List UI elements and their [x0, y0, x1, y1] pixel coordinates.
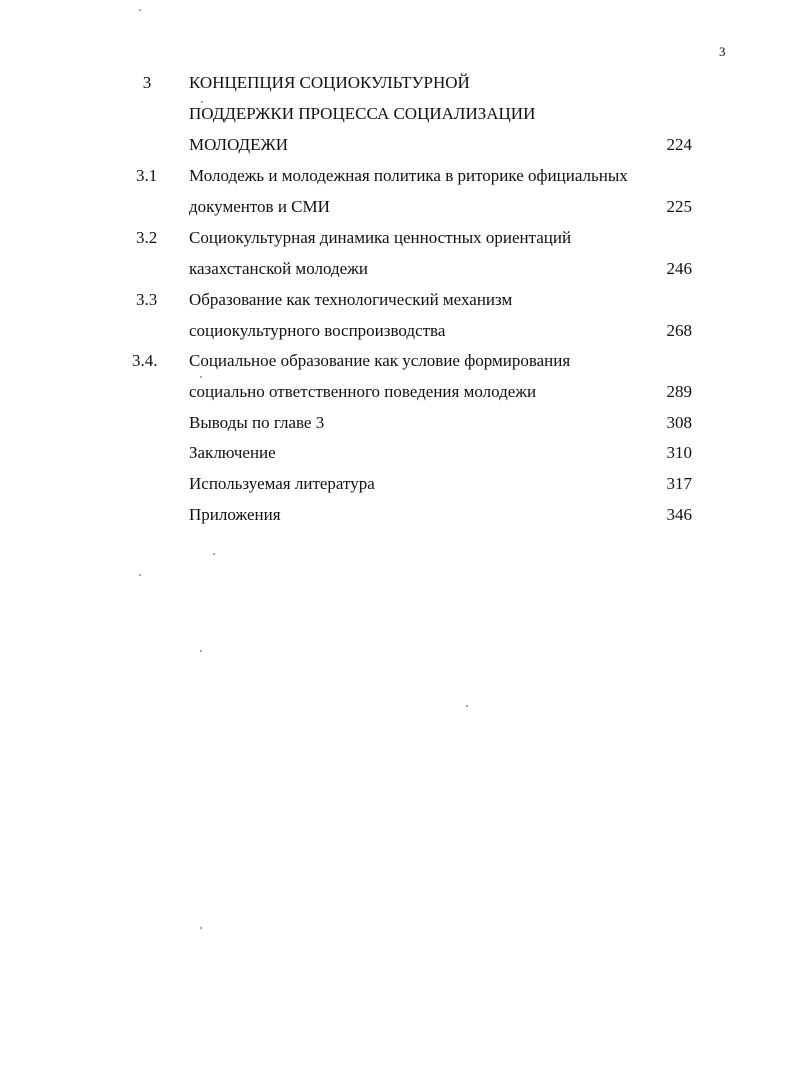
toc-entry-appendices: Приложения [189, 505, 281, 524]
section-title-line: Молодежь и молодежная политика в риторике официальных [189, 166, 628, 185]
toc-entry-page: 310 [666, 443, 692, 462]
scan-speck [201, 101, 203, 103]
section-title-line: социокультурного воспроизводства [189, 321, 446, 340]
chapter-title-line: МОЛОДЕЖИ [189, 135, 288, 154]
section-title-line: социально ответственного поведения молодежи [189, 382, 537, 401]
chapter-page: 224 [666, 135, 692, 154]
scan-speck [139, 574, 141, 576]
scan-speck [139, 9, 141, 11]
scan-speck [200, 650, 202, 652]
section-page: 289 [666, 382, 692, 401]
section-title-line: Социокультурная динамика ценностных ориентаций [189, 228, 572, 247]
toc-entry-page: 317 [666, 474, 692, 493]
toc-entry-conclusions: Выводы по главе 3 [189, 413, 325, 432]
section-title-line: казахстанской молодежи [189, 259, 368, 278]
page-number: 3 [719, 44, 726, 59]
chapter-title-line: ПОДДЕРЖКИ ПРОЦЕССА СОЦИАЛИЗАЦИИ [189, 104, 536, 123]
toc-entry-conclusion: Заключение [189, 443, 276, 462]
toc-entry-references: Используемая литература [189, 474, 375, 493]
section-title-line: Социальное образование как условие формирования [189, 351, 571, 370]
toc-entry-page: 308 [666, 413, 692, 432]
section-page: 225 [666, 197, 692, 216]
section-number: 3.3 [136, 290, 158, 309]
section-number: 3.2 [136, 228, 158, 247]
scan-speck [200, 927, 202, 929]
scan-speck [213, 553, 215, 555]
section-title-line: Образование как технологический механизм [189, 290, 513, 309]
section-number: 3.1 [136, 166, 158, 185]
section-page: 246 [666, 259, 692, 278]
section-page: 268 [666, 321, 692, 340]
chapter-number: 3 [142, 73, 152, 92]
toc-entry-page: 346 [666, 505, 692, 524]
chapter-title-line: КОНЦЕПЦИЯ СОЦИОКУЛЬТУРНОЙ [189, 73, 470, 92]
scan-speck [200, 376, 202, 378]
section-number: 3.4. [132, 351, 158, 370]
section-title-line: документов и СМИ [189, 197, 330, 216]
scan-speck [466, 705, 468, 707]
